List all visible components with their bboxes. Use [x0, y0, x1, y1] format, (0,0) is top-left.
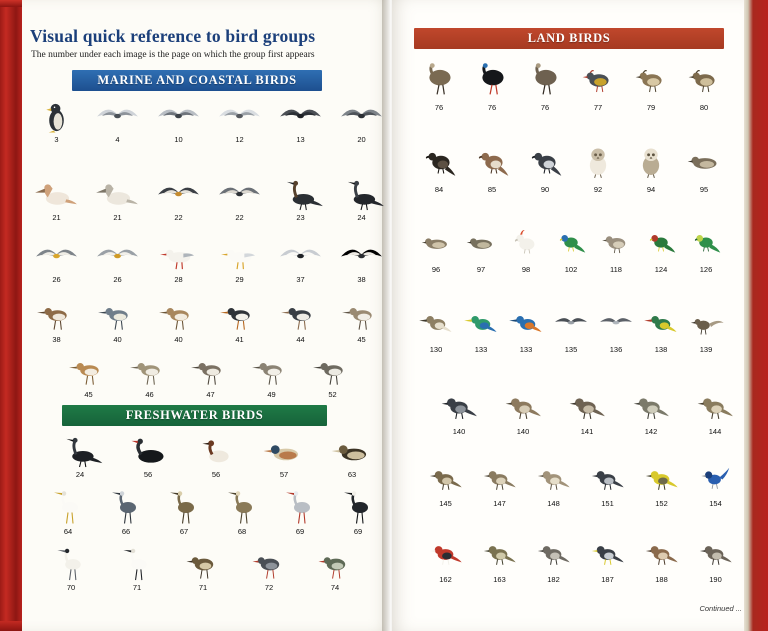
bird-illustration-wader — [124, 355, 175, 389]
bird-page-number: 66 — [121, 527, 131, 536]
bird-entry[interactable] — [414, 140, 464, 194]
bird-illustration-swan — [119, 435, 177, 469]
bird-illustration-songbird — [691, 534, 740, 574]
bird-entry[interactable] — [528, 460, 579, 508]
bird-page-number: 79 — [646, 103, 656, 112]
bird-page-number: 84 — [434, 185, 444, 194]
bird-entry[interactable] — [494, 388, 552, 436]
bird-page-number: 145 — [439, 499, 452, 508]
bird-illustration-songbird — [529, 460, 578, 498]
bird-illustration-owl — [574, 140, 622, 184]
bird-illustration-flying — [214, 100, 265, 134]
bird-illustration-bittern — [159, 490, 209, 526]
bird-page-number: 138 — [654, 345, 668, 354]
bird-entry[interactable] — [573, 140, 623, 194]
bird-page-number: 69 — [353, 527, 363, 536]
bird-page-number: 187 — [601, 575, 614, 584]
bird-entry[interactable] — [528, 534, 579, 584]
bird-page-number: 23 — [296, 213, 305, 222]
bird-page-number: 29 — [235, 275, 244, 284]
bird-illustration-tern — [275, 240, 326, 274]
bird-illustration-parrot — [550, 222, 592, 264]
section-heading-freshwater: FRESHWATER BIRDS — [62, 405, 327, 426]
bird-page-number: 21 — [52, 213, 61, 222]
bird-illustration-lyrebird — [685, 304, 727, 344]
bird-page-number: 52 — [328, 390, 337, 399]
bird-row — [50, 435, 382, 479]
bird-illustration-songbird — [475, 534, 524, 574]
bird-page-number: 135 — [564, 345, 578, 354]
bird-entry[interactable] — [684, 222, 728, 274]
bird-illustration-wader — [63, 355, 114, 389]
bird-illustration-wader — [92, 300, 143, 334]
bird-entry[interactable] — [62, 355, 115, 399]
bird-illustration-robin — [421, 534, 470, 574]
bird-illustration-pitta — [640, 304, 682, 344]
bird-entry[interactable] — [152, 240, 205, 284]
bird-entry[interactable] — [274, 490, 326, 536]
bird-page-number: 47 — [206, 390, 215, 399]
bird-page-number: 70 — [66, 583, 76, 592]
bird-entry[interactable] — [118, 435, 178, 479]
bird-entry[interactable] — [254, 435, 314, 479]
bird-page-number: 28 — [174, 275, 183, 284]
bird-entry[interactable] — [520, 58, 570, 112]
bird-page-number: 56 — [211, 470, 221, 479]
bird-row — [30, 178, 388, 222]
bird-entry[interactable] — [684, 304, 728, 354]
bird-entry[interactable] — [430, 388, 488, 436]
bird-illustration-duck — [323, 435, 381, 469]
bird-illustration-flying — [92, 100, 143, 134]
bird-illustration-duck — [255, 435, 313, 469]
bird-illustration-wader — [307, 355, 358, 389]
bird-illustration-cormorant — [51, 435, 109, 469]
bird-entry[interactable] — [414, 58, 464, 112]
bird-page-number: 72 — [264, 583, 274, 592]
bird-page-number: 182 — [547, 575, 560, 584]
bird-entry[interactable] — [335, 240, 388, 284]
bird-entry[interactable] — [459, 222, 503, 274]
bird-illustration-gull — [31, 240, 82, 274]
bird-page-number: 24 — [75, 470, 85, 479]
bird-illustration-hawk — [468, 140, 516, 184]
bird-illustration-rail — [241, 548, 297, 582]
bird-page-number: 46 — [145, 390, 154, 399]
bird-illustration-swift — [595, 304, 637, 344]
bird-entry[interactable] — [420, 534, 471, 584]
bird-illustration-darter — [275, 178, 326, 212]
bird-page-number: 163 — [493, 575, 506, 584]
bird-page-number: 12 — [235, 135, 244, 144]
bird-page-number: 94 — [646, 185, 656, 194]
bird-page-number: 130 — [429, 345, 443, 354]
bird-illustration-kingfisher — [505, 304, 547, 344]
bird-entry[interactable] — [504, 222, 548, 274]
bird-page-number: 92 — [593, 185, 603, 194]
bird-illustration-plover — [214, 300, 265, 334]
bird-page-number: 71 — [198, 583, 208, 592]
bird-page-number: 80 — [699, 103, 709, 112]
bird-entry[interactable] — [549, 304, 593, 354]
bird-page-number: 64 — [63, 527, 73, 536]
bird-entry[interactable] — [213, 178, 266, 222]
bird-page-number: 71 — [132, 583, 142, 592]
bird-entry[interactable] — [213, 300, 266, 344]
bird-illustration-gull — [92, 240, 143, 274]
bird-illustration-songbird — [475, 460, 524, 498]
bird-illustration-spoonbill — [109, 548, 165, 582]
bird-illustration-kookaburra — [415, 304, 457, 344]
bird-page-number: 76 — [434, 103, 444, 112]
bird-entry[interactable] — [594, 222, 638, 274]
bird-page-number: 20 — [357, 135, 366, 144]
bird-page-number: 22 — [174, 213, 183, 222]
bird-entry[interactable] — [622, 388, 680, 436]
book-fore-edge — [744, 0, 768, 631]
bird-illustration-ibis — [333, 490, 383, 526]
bird-page-number: 74 — [330, 583, 340, 592]
bird-entry[interactable] — [245, 355, 298, 399]
bird-illustration-tern — [153, 178, 204, 212]
bird-illustration-quail — [680, 58, 728, 102]
section-heading-marine: MARINE AND COASTAL BIRDS — [72, 70, 322, 91]
bird-page-number: 76 — [540, 103, 550, 112]
bird-illustration-honeyeater — [583, 534, 632, 574]
bird-entry[interactable] — [306, 548, 364, 592]
bird-entry[interactable] — [91, 178, 144, 222]
bird-page-number: 124 — [654, 265, 668, 274]
bird-row — [420, 460, 741, 508]
bird-entry[interactable] — [306, 355, 359, 399]
bird-illustration-rail — [307, 548, 363, 582]
bird-entry[interactable] — [335, 178, 388, 222]
bird-page-number: 126 — [699, 265, 713, 274]
bird-entry[interactable] — [636, 460, 687, 508]
bird-illustration-wader — [336, 300, 387, 334]
bird-entry[interactable] — [30, 300, 83, 344]
bird-entry[interactable] — [213, 100, 266, 144]
bird-page-number: 38 — [52, 335, 61, 344]
bird-illustration-eagle — [415, 140, 463, 184]
bird-illustration-wader — [153, 300, 204, 334]
bird-entry[interactable] — [459, 304, 503, 354]
bird-entry[interactable] — [186, 435, 246, 479]
page-subtitle: The number under each image is the page on which the group first appears — [31, 50, 315, 60]
bird-entry[interactable] — [152, 100, 205, 144]
bird-page-number: 45 — [84, 390, 93, 399]
bird-illustration-wader — [31, 300, 82, 334]
bird-illustration-cormorant — [336, 178, 387, 212]
bird-entry[interactable] — [274, 240, 327, 284]
bird-entry[interactable] — [474, 534, 525, 584]
bird-illustration-emu — [521, 58, 569, 102]
bird-row — [430, 388, 744, 436]
bird-page-number: 10 — [174, 135, 183, 144]
bird-entry[interactable] — [414, 222, 458, 274]
bird-entry[interactable] — [108, 548, 166, 592]
bird-entry[interactable] — [639, 304, 683, 354]
bird-illustration-nightjar — [680, 140, 728, 184]
bird-illustration-ibis — [43, 548, 99, 582]
bird-entry[interactable] — [467, 140, 517, 194]
bird-entry[interactable] — [636, 534, 687, 584]
bird-entry[interactable] — [42, 490, 94, 536]
bird-row — [414, 222, 728, 274]
bird-entry[interactable] — [467, 58, 517, 112]
bird-entry[interactable] — [414, 304, 458, 354]
bird-illustration-emu — [415, 58, 463, 102]
bird-page-number: 76 — [487, 103, 497, 112]
bird-illustration-wader — [246, 355, 297, 389]
bird-entry[interactable] — [184, 355, 237, 399]
bird-entry[interactable] — [158, 490, 210, 536]
bird-page-number: 85 — [487, 185, 497, 194]
bird-illustration-wader — [185, 355, 236, 389]
bird-entry[interactable] — [30, 100, 83, 144]
bird-page-number: 26 — [113, 275, 122, 284]
continued-note: Continued ... — [699, 604, 742, 613]
bird-page-number: 151 — [601, 499, 614, 508]
bird-page-number: 133 — [519, 345, 533, 354]
bird-page-number: 140 — [516, 427, 530, 436]
bird-page-number: 67 — [179, 527, 189, 536]
bird-illustration-flying — [153, 100, 204, 134]
bird-entry[interactable] — [274, 100, 327, 144]
bird-illustration-penguin — [31, 100, 82, 134]
bird-page-number: 188 — [655, 575, 668, 584]
bird-row — [414, 58, 729, 112]
bird-page-number: 141 — [580, 427, 594, 436]
bird-illustration-parrot — [640, 222, 682, 264]
bird-page-number: 40 — [113, 335, 122, 344]
bird-entry[interactable] — [335, 100, 388, 144]
bird-entry[interactable] — [504, 304, 548, 354]
bird-illustration-songbird — [687, 388, 743, 426]
bird-row — [42, 548, 364, 592]
bird-row — [420, 534, 741, 584]
bird-entry[interactable] — [679, 58, 729, 112]
bird-row — [30, 300, 388, 344]
bird-illustration-songbird — [529, 534, 578, 574]
bird-page-number: 139 — [699, 345, 713, 354]
bird-illustration-malleefowl — [574, 58, 622, 102]
bird-page-number: 40 — [174, 335, 183, 344]
bird-illustration-songbird — [623, 388, 679, 426]
bird-page-number: 98 — [521, 265, 531, 274]
bird-illustration-tern — [214, 178, 265, 212]
bird-page-number: 77 — [593, 103, 603, 112]
bird-entry[interactable] — [690, 460, 741, 508]
bird-page-number: 140 — [452, 427, 466, 436]
bird-page-number: 102 — [564, 265, 578, 274]
bird-entry[interactable] — [213, 240, 266, 284]
bird-illustration-honeyeater — [637, 534, 686, 574]
bird-entry[interactable] — [91, 100, 144, 144]
bird-entry[interactable] — [582, 534, 633, 584]
bird-illustration-songbird — [495, 388, 551, 426]
bird-illustration-cockatoo — [505, 222, 547, 264]
bird-page-number: 45 — [357, 335, 366, 344]
bird-page-number: 154 — [709, 499, 722, 508]
bird-page-number: 26 — [52, 275, 61, 284]
bird-illustration-parrot — [685, 222, 727, 264]
page-title: Visual quick reference to bird groups — [30, 26, 316, 46]
bird-illustration-pelican — [31, 178, 82, 212]
bird-page-number: 162 — [439, 575, 452, 584]
bird-page-number: 41 — [235, 335, 244, 344]
bird-illustration-nightjar — [460, 222, 502, 264]
bird-entry[interactable] — [582, 460, 633, 508]
bird-page-number: 190 — [709, 575, 722, 584]
bird-row — [30, 100, 388, 144]
bird-page-number: 69 — [295, 527, 305, 536]
bird-illustration-songbird — [583, 460, 632, 498]
bird-entry[interactable] — [152, 178, 205, 222]
bird-entry[interactable] — [420, 460, 471, 508]
bird-page-number: 118 — [610, 265, 622, 274]
bird-entry[interactable] — [30, 240, 83, 284]
bird-entry[interactable] — [152, 300, 205, 344]
bird-illustration-falcon — [521, 140, 569, 184]
bird-row — [414, 140, 729, 194]
bird-row — [62, 355, 359, 399]
bird-entry[interactable] — [686, 388, 744, 436]
bird-entry[interactable] — [240, 548, 298, 592]
bird-entry[interactable] — [520, 140, 570, 194]
bird-page-number: 21 — [113, 213, 122, 222]
bird-page-number: 13 — [296, 135, 305, 144]
bird-page-number: 38 — [357, 275, 366, 284]
bird-illustration-pigeon — [595, 222, 637, 264]
bird-entry[interactable] — [91, 300, 144, 344]
bird-entry[interactable] — [30, 178, 83, 222]
bird-page-number: 142 — [644, 427, 658, 436]
bird-entry[interactable] — [100, 490, 152, 536]
bird-illustration-songbird — [637, 460, 686, 498]
bird-illustration-tern — [336, 240, 387, 274]
bird-page-number: 24 — [357, 213, 366, 222]
bird-page-number: 148 — [547, 499, 560, 508]
bird-entry[interactable] — [626, 140, 676, 194]
bird-entry[interactable] — [474, 460, 525, 508]
bird-page-number: 37 — [296, 275, 305, 284]
bird-illustration-flying — [336, 100, 387, 134]
bird-illustration-fairywren — [691, 460, 740, 498]
bird-illustration-quail — [627, 58, 675, 102]
bird-illustration-beeeater — [460, 304, 502, 344]
bird-page-number: 144 — [708, 427, 722, 436]
bird-page-number: 56 — [143, 470, 153, 479]
bird-illustration-gullstand — [214, 240, 265, 274]
bird-illustration-gullstand — [153, 240, 204, 274]
bird-entry[interactable] — [274, 300, 327, 344]
bird-entry[interactable] — [639, 222, 683, 274]
bird-illustration-songbird — [559, 388, 615, 426]
bird-page-number: 152 — [655, 499, 668, 508]
bird-page-number: 97 — [476, 265, 486, 274]
bird-entry[interactable] — [322, 435, 382, 479]
bird-page-number: 63 — [347, 470, 357, 479]
bird-row — [414, 304, 728, 354]
bird-row — [30, 240, 388, 284]
bird-illustration-swift — [550, 304, 592, 344]
bird-illustration-plover — [275, 300, 326, 334]
bird-page-number: 68 — [237, 527, 247, 536]
bird-illustration-heron — [217, 490, 267, 526]
bird-page-number: 22 — [235, 213, 244, 222]
bird-illustration-nightjar — [415, 222, 457, 264]
bird-illustration-owl — [627, 140, 675, 184]
bird-illustration-crane — [275, 490, 325, 526]
bird-illustration-grebe — [187, 435, 245, 469]
bird-page-number: 3 — [54, 135, 59, 144]
bird-entry[interactable] — [573, 58, 623, 112]
bird-entry[interactable] — [91, 240, 144, 284]
bird-entry[interactable] — [549, 222, 593, 274]
bird-illustration-egret — [43, 490, 93, 526]
bird-page-number: 95 — [699, 185, 709, 194]
bird-illustration-pelican — [92, 178, 143, 212]
bird-entry[interactable] — [42, 548, 100, 592]
bird-page-number: 96 — [431, 265, 441, 274]
bird-illustration-songbird — [431, 388, 487, 426]
bird-entry[interactable] — [50, 435, 110, 479]
bird-page-number: 57 — [279, 470, 289, 479]
bird-page-number: 90 — [540, 185, 550, 194]
bird-page-number: 136 — [609, 345, 623, 354]
bird-entry[interactable] — [123, 355, 176, 399]
bird-entry[interactable] — [274, 178, 327, 222]
bird-illustration-cassowary — [468, 58, 516, 102]
bird-page-number: 44 — [296, 335, 305, 344]
section-heading-land: LAND BIRDS — [414, 28, 724, 49]
bird-illustration-flying — [275, 100, 326, 134]
bird-entry[interactable] — [690, 534, 741, 584]
bird-entry[interactable] — [335, 300, 388, 344]
bird-illustration-songbird — [421, 460, 470, 498]
bird-illustration-rail — [175, 548, 231, 582]
bird-row — [42, 490, 384, 536]
bird-entry[interactable] — [594, 304, 638, 354]
bird-entry[interactable] — [679, 140, 729, 194]
bird-entry[interactable] — [626, 58, 676, 112]
bird-entry[interactable] — [174, 548, 232, 592]
bird-entry[interactable] — [558, 388, 616, 436]
bird-illustration-heron — [101, 490, 151, 526]
bird-page-number: 4 — [115, 135, 120, 144]
bird-page-number: 133 — [474, 345, 488, 354]
bird-entry[interactable] — [216, 490, 268, 536]
bird-entry[interactable] — [332, 490, 384, 536]
bird-page-number: 49 — [267, 390, 276, 399]
bird-page-number: 147 — [493, 499, 506, 508]
